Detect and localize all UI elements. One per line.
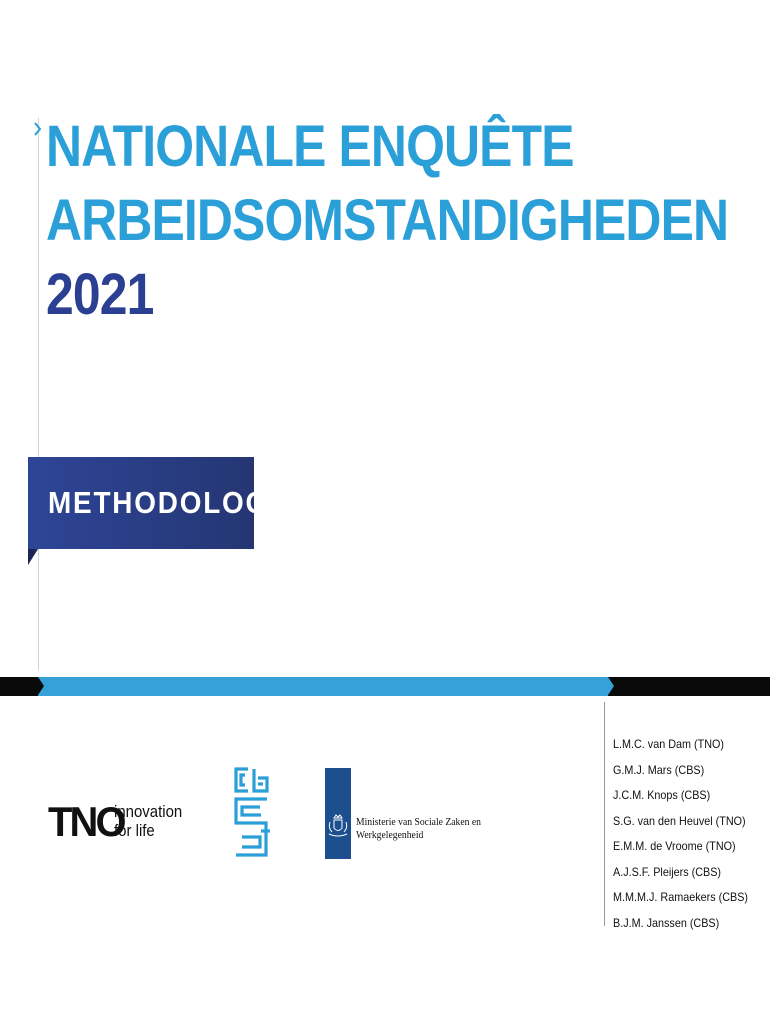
title-year: 2021 xyxy=(46,262,154,327)
author-item: J.C.M. Knops (CBS) xyxy=(613,788,711,802)
report-title xyxy=(46,110,728,332)
ministry-name-line-1: Ministerie van Sociale Zaken en xyxy=(356,817,482,828)
left-vertical-rule xyxy=(38,118,39,670)
divider-band-blue xyxy=(38,677,608,696)
coat-of-arms-icon xyxy=(327,814,349,838)
author-item: G.M.J. Mars (CBS) xyxy=(613,762,705,777)
tno-logo xyxy=(48,800,198,844)
ministry-name-line-2: Werkgelegenheid xyxy=(356,830,424,841)
cbs-logo-icon xyxy=(232,767,270,859)
chevron-right-icon xyxy=(34,122,42,136)
author-item: S.G. van den Heuvel (TNO) xyxy=(613,813,746,828)
title-line-2: ARBEIDSOMSTANDIGHEDEN xyxy=(46,188,729,253)
author-item: E.M.M. de Vroome (TNO) xyxy=(613,839,736,853)
ministry-name xyxy=(356,816,481,842)
author-list xyxy=(613,732,763,936)
author-item: A.J.S.F. Pleijers (CBS) xyxy=(613,864,722,879)
methodology-ribbon xyxy=(28,457,300,549)
title-line-1: NATIONALE ENQUÊTE xyxy=(46,114,574,179)
author-item: L.M.C. van Dam (TNO) xyxy=(613,737,725,751)
author-item: M.M.M.J. Ramaekers (CBS) xyxy=(613,890,749,904)
authors-divider xyxy=(604,702,605,926)
ribbon-fold xyxy=(28,549,38,565)
author-item: B.J.M. Janssen (CBS) xyxy=(613,915,720,930)
tno-tagline xyxy=(114,802,182,840)
tno-tagline-line-1: innovation xyxy=(114,802,183,821)
ribbon-label: METHODOLOGIE xyxy=(48,485,300,520)
tno-tagline-line-2: for life xyxy=(114,821,155,840)
tno-mark: TNO xyxy=(48,798,124,845)
